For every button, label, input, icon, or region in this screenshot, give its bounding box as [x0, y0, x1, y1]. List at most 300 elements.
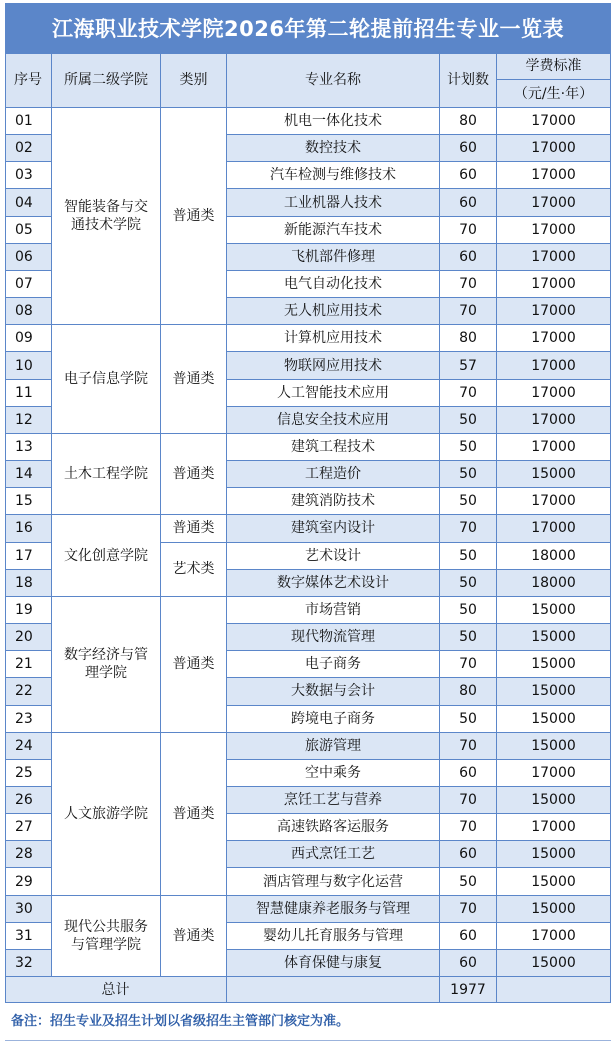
row-plan	[440, 678, 497, 705]
row-plan-text: 50	[459, 411, 477, 428]
row-major-text: 智慧健康养老服务与管理	[256, 900, 410, 917]
row-major-text: 建筑室内设计	[291, 520, 375, 537]
row-fee-text: 15000	[531, 601, 576, 618]
row-plan	[440, 923, 497, 950]
row-fee-text: 15000	[531, 900, 576, 917]
row-plan	[440, 434, 497, 461]
row-fee	[497, 407, 611, 434]
row-plan	[440, 841, 497, 868]
college-cell-text: 土木工程学院	[64, 466, 148, 483]
row-no	[5, 244, 52, 271]
row-major	[227, 352, 440, 379]
row-no	[5, 841, 52, 868]
row-fee	[497, 298, 611, 325]
row-fee-text: 17000	[531, 384, 576, 401]
row-no	[5, 189, 52, 216]
college-cell-text: 现代公共服务与管理学院	[64, 918, 148, 953]
header-major-text: 专业名称	[305, 72, 361, 88]
category-cell	[161, 597, 227, 733]
footnote	[5, 1005, 611, 1039]
row-plan-text: 60	[459, 846, 477, 863]
row-major-text: 工程造价	[305, 466, 361, 483]
college-cell-text: 数字经济与管理学院	[64, 647, 148, 682]
header-category	[161, 53, 227, 108]
row-no	[5, 706, 52, 733]
row-no	[5, 325, 52, 352]
category-cell-text: 普通类	[172, 805, 215, 822]
row-no	[5, 868, 52, 895]
category-cell	[161, 733, 227, 896]
row-plan	[440, 352, 497, 379]
row-plan-text: 80	[459, 113, 477, 130]
row-major-text: 建筑消防技术	[291, 493, 375, 510]
row-no-text: 15	[15, 493, 33, 510]
college-cell	[52, 434, 161, 515]
row-no	[5, 787, 52, 814]
row-fee-text: 15000	[531, 737, 576, 754]
row-major-text: 信息安全技术应用	[277, 411, 389, 428]
row-plan	[440, 298, 497, 325]
row-major	[227, 217, 440, 244]
row-major	[227, 624, 440, 651]
row-major-text: 体育保健与康复	[284, 955, 382, 972]
row-plan	[440, 380, 497, 407]
row-major-text: 酒店管理与数字化运营	[263, 873, 403, 890]
row-major-text: 飞机部件修理	[291, 248, 375, 265]
row-plan-text: 50	[459, 873, 477, 890]
row-major-text: 西式烹饪工艺	[291, 846, 375, 863]
row-fee	[497, 597, 611, 624]
row-major	[227, 733, 440, 760]
row-plan-text: 50	[459, 493, 477, 510]
row-plan-text: 70	[459, 276, 477, 293]
total-plan	[440, 977, 497, 1003]
row-plan	[440, 733, 497, 760]
header-category-text: 类别	[179, 72, 208, 88]
row-no-text: 14	[15, 466, 33, 483]
row-fee-text: 15000	[531, 683, 576, 700]
row-plan	[440, 244, 497, 271]
row-no-text: 01	[15, 113, 33, 130]
row-plan-text: 60	[459, 248, 477, 265]
row-fee-text: 17000	[531, 303, 576, 320]
row-fee	[497, 624, 611, 651]
row-fee-text: 17000	[531, 438, 576, 455]
row-fee	[497, 162, 611, 189]
footnote-text: 招生专业及招生计划以省级招生主管部门核定为准。	[50, 1014, 350, 1030]
header-fee-text: 学费标准	[525, 58, 582, 74]
row-major	[227, 162, 440, 189]
row-fee	[497, 271, 611, 298]
row-major	[227, 244, 440, 271]
row-fee-text: 17000	[531, 194, 576, 211]
row-no	[5, 733, 52, 760]
row-fee-text: 18000	[531, 547, 576, 564]
row-fee	[497, 760, 611, 787]
category-cell-text: 普通类	[172, 656, 215, 673]
total-fee-empty	[497, 977, 611, 1003]
row-plan	[440, 624, 497, 651]
row-fee-text: 17000	[531, 248, 576, 265]
row-no-text: 06	[15, 248, 33, 265]
row-major-text: 跨境电子商务	[291, 710, 375, 727]
category-cell	[161, 325, 227, 434]
row-fee-text: 17000	[531, 221, 576, 238]
college-cell	[52, 896, 161, 977]
row-plan-text: 70	[459, 792, 477, 809]
row-major	[227, 706, 440, 733]
row-plan-text: 57	[459, 357, 477, 374]
row-no-text: 23	[15, 710, 33, 727]
header-no	[5, 53, 52, 108]
row-major-text: 工业机器人技术	[284, 194, 382, 211]
row-no	[5, 950, 52, 977]
row-fee-text: 17000	[531, 411, 576, 428]
row-fee	[497, 543, 611, 570]
row-fee	[497, 733, 611, 760]
header-college	[52, 53, 161, 108]
row-fee	[497, 244, 611, 271]
row-plan-text: 50	[459, 710, 477, 727]
row-no-text: 03	[15, 167, 33, 184]
row-fee	[497, 135, 611, 162]
row-no-text: 29	[15, 873, 33, 890]
row-major-text: 现代物流管理	[291, 629, 375, 646]
total-plan-text: 1977	[450, 981, 486, 998]
row-fee	[497, 706, 611, 733]
row-major-text: 高速铁路客运服务	[277, 819, 389, 836]
row-no	[5, 651, 52, 678]
row-no	[5, 896, 52, 923]
row-plan-text: 70	[459, 520, 477, 537]
row-plan	[440, 325, 497, 352]
row-fee-text: 17000	[531, 819, 576, 836]
row-fee-text: 15000	[531, 792, 576, 809]
row-fee-text: 15000	[531, 955, 576, 972]
page-title: 江海职业技术学院2026年第二轮提前招生专业一览表	[5, 3, 611, 53]
row-major	[227, 461, 440, 488]
row-major	[227, 868, 440, 895]
row-major-text: 艺术设计	[305, 547, 361, 564]
college-cell-text: 文化创意学院	[64, 547, 148, 564]
row-plan	[440, 760, 497, 787]
row-plan	[440, 651, 497, 678]
row-plan	[440, 896, 497, 923]
college-cell	[52, 325, 161, 434]
row-no	[5, 135, 52, 162]
row-plan	[440, 868, 497, 895]
header-fee	[497, 53, 611, 80]
row-major	[227, 380, 440, 407]
row-major	[227, 597, 440, 624]
row-no	[5, 162, 52, 189]
row-major-text: 数字媒体艺术设计	[277, 574, 389, 591]
row-major-text: 旅游管理	[305, 737, 361, 754]
row-no-text: 26	[15, 792, 33, 809]
college-cell	[52, 108, 161, 325]
row-no-text: 09	[15, 330, 33, 347]
row-no-text: 16	[15, 520, 33, 537]
row-fee-text: 17000	[531, 357, 576, 374]
row-fee-text: 15000	[531, 873, 576, 890]
row-no-text: 25	[15, 764, 33, 781]
row-no	[5, 488, 52, 515]
row-no-text: 27	[15, 819, 33, 836]
row-no-text: 17	[15, 547, 33, 564]
total-label	[5, 977, 227, 1003]
row-no	[5, 407, 52, 434]
category-cell	[161, 434, 227, 515]
row-plan-text: 50	[459, 601, 477, 618]
row-fee-text: 15000	[531, 466, 576, 483]
row-major	[227, 678, 440, 705]
row-fee-text: 17000	[531, 493, 576, 510]
row-plan-text: 70	[459, 303, 477, 320]
row-no	[5, 352, 52, 379]
row-no	[5, 217, 52, 244]
row-no-text: 12	[15, 411, 33, 428]
category-cell-text: 普通类	[172, 208, 215, 225]
row-plan	[440, 271, 497, 298]
row-fee-text: 15000	[531, 656, 576, 673]
header-fee-unit-text: （元/生·年）	[513, 85, 594, 102]
row-plan	[440, 461, 497, 488]
row-plan	[440, 597, 497, 624]
row-no-text: 31	[15, 927, 33, 944]
row-no-text: 20	[15, 629, 33, 646]
row-fee	[497, 461, 611, 488]
row-no	[5, 434, 52, 461]
row-plan-text: 50	[459, 629, 477, 646]
row-major	[227, 760, 440, 787]
row-major	[227, 407, 440, 434]
row-no-text: 32	[15, 955, 33, 972]
header-college-text: 所属二级学院	[64, 72, 148, 88]
row-no-text: 08	[15, 303, 33, 320]
row-plan-text: 80	[459, 330, 477, 347]
row-no-text: 24	[15, 737, 33, 754]
row-major-text: 市场营销	[305, 601, 361, 618]
row-plan-text: 80	[459, 683, 477, 700]
row-major-text: 大数据与会计	[291, 683, 375, 700]
row-fee	[497, 325, 611, 352]
row-major	[227, 189, 440, 216]
row-major	[227, 135, 440, 162]
row-plan	[440, 217, 497, 244]
row-major-text: 电气自动化技术	[284, 276, 382, 293]
header-fee-unit	[497, 80, 611, 108]
row-no	[5, 624, 52, 651]
row-fee-text: 15000	[531, 846, 576, 863]
row-fee	[497, 488, 611, 515]
row-plan	[440, 543, 497, 570]
row-fee-text: 17000	[531, 276, 576, 293]
row-plan-text: 70	[459, 819, 477, 836]
row-plan-text: 60	[459, 167, 477, 184]
row-no-text: 02	[15, 140, 33, 157]
row-major-text: 人工智能技术应用	[277, 384, 389, 401]
row-fee	[497, 896, 611, 923]
header-no-text: 序号	[14, 72, 42, 88]
row-plan-text: 70	[459, 384, 477, 401]
total-label-text: 总计	[101, 981, 130, 998]
row-fee	[497, 923, 611, 950]
row-fee	[497, 189, 611, 216]
row-plan	[440, 515, 497, 542]
row-no	[5, 814, 52, 841]
row-major-text: 空中乘务	[305, 764, 361, 781]
header-plan	[440, 53, 497, 108]
row-major-text: 无人机应用技术	[284, 303, 382, 320]
row-fee	[497, 814, 611, 841]
row-plan-text: 50	[459, 466, 477, 483]
category-cell-text: 艺术类	[172, 561, 215, 578]
row-major-text: 物联网应用技术	[284, 357, 382, 374]
row-no	[5, 923, 52, 950]
row-major	[227, 488, 440, 515]
row-no-text: 11	[15, 384, 33, 401]
row-major-text: 汽车检测与维修技术	[270, 167, 396, 184]
college-cell-text: 人文旅游学院	[64, 805, 148, 822]
row-fee	[497, 108, 611, 135]
row-no-text: 30	[15, 900, 33, 917]
row-major-text: 计算机应用技术	[284, 330, 382, 347]
category-cell	[161, 108, 227, 325]
row-no-text: 22	[15, 683, 33, 700]
row-no	[5, 271, 52, 298]
category-cell-text: 普通类	[172, 371, 215, 388]
row-no-text: 07	[15, 276, 33, 293]
college-cell	[52, 733, 161, 896]
category-cell-text: 普通类	[172, 520, 215, 537]
row-plan-text: 70	[459, 221, 477, 238]
row-plan	[440, 950, 497, 977]
row-major	[227, 950, 440, 977]
row-no	[5, 515, 52, 542]
row-fee-text: 17000	[531, 927, 576, 944]
row-major	[227, 896, 440, 923]
row-major	[227, 298, 440, 325]
row-fee	[497, 950, 611, 977]
row-plan	[440, 488, 497, 515]
row-major	[227, 325, 440, 352]
row-major	[227, 841, 440, 868]
row-fee-text: 17000	[531, 520, 576, 537]
row-plan	[440, 706, 497, 733]
college-cell-text: 智能装备与交通技术学院	[64, 199, 148, 234]
row-plan	[440, 108, 497, 135]
row-fee-text: 17000	[531, 113, 576, 130]
category-cell	[161, 515, 227, 542]
row-major	[227, 570, 440, 597]
row-no-text: 04	[15, 194, 33, 211]
row-no	[5, 760, 52, 787]
row-plan	[440, 407, 497, 434]
row-major-text: 数控技术	[305, 140, 361, 157]
row-no	[5, 678, 52, 705]
row-no-text: 19	[15, 601, 33, 618]
row-major	[227, 543, 440, 570]
row-fee	[497, 651, 611, 678]
row-major	[227, 814, 440, 841]
row-no	[5, 570, 52, 597]
row-fee-text: 17000	[531, 140, 576, 157]
row-major-text: 建筑工程技术	[291, 438, 375, 455]
row-major	[227, 108, 440, 135]
row-fee-text: 15000	[531, 629, 576, 646]
row-major-text: 婴幼儿托育服务与管理	[263, 927, 403, 944]
row-major	[227, 515, 440, 542]
college-cell-text: 电子信息学院	[64, 371, 148, 388]
row-plan-text: 50	[459, 438, 477, 455]
row-no-text: 05	[15, 221, 33, 238]
row-fee-text: 17000	[531, 330, 576, 347]
total-major-empty	[227, 977, 440, 1003]
row-no-text: 21	[15, 656, 33, 673]
row-plan-text: 60	[459, 927, 477, 944]
college-cell	[52, 515, 161, 596]
row-plan-text: 70	[459, 900, 477, 917]
row-no-text: 18	[15, 574, 33, 591]
row-major	[227, 787, 440, 814]
row-major-text: 烹饪工艺与营养	[284, 792, 382, 809]
row-plan-text: 60	[459, 194, 477, 211]
note-divider	[5, 1040, 611, 1041]
header-major	[227, 53, 440, 108]
row-plan-text: 60	[459, 764, 477, 781]
row-fee	[497, 434, 611, 461]
row-fee	[497, 787, 611, 814]
row-fee	[497, 841, 611, 868]
row-plan	[440, 162, 497, 189]
row-fee-text: 17000	[531, 764, 576, 781]
row-fee-text: 15000	[531, 710, 576, 727]
category-cell	[161, 896, 227, 977]
row-fee-text: 18000	[531, 574, 576, 591]
row-fee-text: 17000	[531, 167, 576, 184]
row-no-text: 28	[15, 846, 33, 863]
row-fee	[497, 217, 611, 244]
row-major	[227, 651, 440, 678]
row-no	[5, 108, 52, 135]
row-plan-text: 50	[459, 574, 477, 591]
category-cell	[161, 543, 227, 597]
footnote-label: 备注：	[11, 1014, 51, 1030]
row-no	[5, 543, 52, 570]
row-no-text: 13	[15, 438, 33, 455]
category-cell-text: 普通类	[172, 466, 215, 483]
row-fee	[497, 380, 611, 407]
row-major	[227, 434, 440, 461]
row-plan-text: 70	[459, 656, 477, 673]
row-major-text: 新能源汽车技术	[284, 221, 382, 238]
row-plan	[440, 787, 497, 814]
header-plan-text: 计划数	[447, 72, 489, 88]
row-plan-text: 70	[459, 737, 477, 754]
row-fee	[497, 868, 611, 895]
row-plan	[440, 814, 497, 841]
row-fee	[497, 678, 611, 705]
category-cell-text: 普通类	[172, 927, 215, 944]
row-plan-text: 50	[459, 547, 477, 564]
row-no	[5, 597, 52, 624]
row-fee	[497, 515, 611, 542]
row-no	[5, 298, 52, 325]
row-major	[227, 271, 440, 298]
college-cell	[52, 597, 161, 733]
row-plan	[440, 189, 497, 216]
row-plan	[440, 570, 497, 597]
